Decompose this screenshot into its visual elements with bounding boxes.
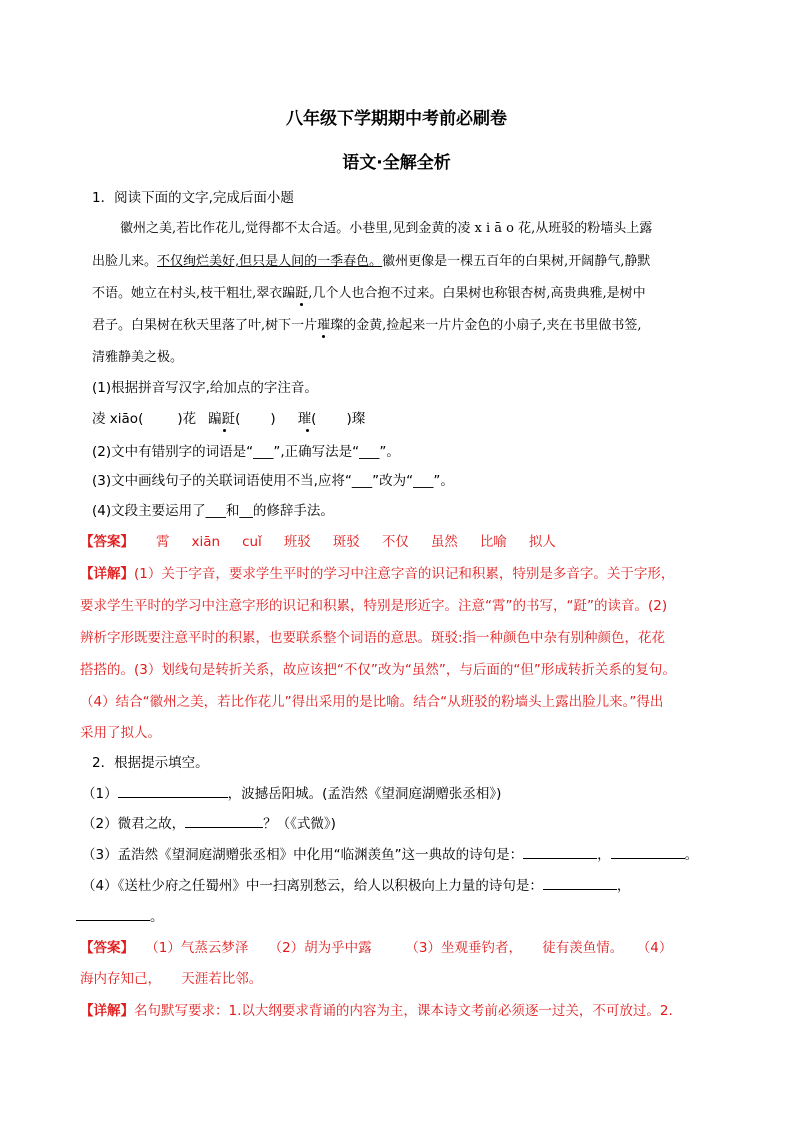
passage-text: 君子。白果树在秋天里落了叶,树下一片 [92, 318, 318, 333]
q2-item-1 [82, 782, 501, 802]
q1-sub4: (4)文段主要运用了___和__的修辞手法。 [92, 503, 334, 519]
answer-item: 虽然 [430, 534, 458, 550]
q1-detail-line-3: 辨析字形既要注意平时的积累，也要联系整个词语的意思。斑驳:指一种颜色中杂有别种颜色，花花 [80, 630, 666, 646]
q1-detail-line-4: 搭搭的。(3）划线句是转折关系，故应该把“不仅”改为“虽然”，与后面的“但”形成转折关系的复句。 [80, 662, 676, 678]
q1-sub2: (2)文中有错别字的词语是“___”,正确写法是“___”。 [92, 444, 400, 460]
document-subtitle: 语文·全解全析 [342, 153, 451, 173]
q1-detail-line-1 [80, 562, 674, 582]
passage-line-3 [92, 282, 646, 301]
item-number: （1） [82, 786, 118, 802]
item-text: （4）《送杜少府之任蜀州》中一扫离别愁云，给人以积极向上力量的诗句是： [82, 878, 543, 894]
item-text: ？（《式微》) [263, 816, 336, 832]
answer-blank[interactable] [118, 785, 228, 798]
q2-heading: 2．根据提示填空。 [92, 755, 209, 771]
pinyin-text: 璀( [297, 411, 317, 427]
q1-detail-line-2: 要求学生平时的学习中注意字形的识记和积累，特别是形近字。注意“霄”的书写，“跹”的读音。(2) [80, 598, 668, 614]
q2-answer-line-1 [80, 936, 672, 956]
answer-text: （1）气蒸云梦泽 （2）胡为乎中露 （3）坐观垂钓者， 徒有羡鱼情。 （4） [152, 940, 673, 956]
item-text: （3）孟浩然《望洞庭湖赠张丞相》中化用“临渊羡鱼”这一典故的诗句是： [82, 847, 524, 863]
q1-answer-row [80, 530, 578, 550]
q1-detail-line-6: 采用了拟人。 [80, 725, 161, 741]
answer-item: 班驳 [283, 534, 311, 550]
pinyin-text: )璨 [346, 411, 366, 427]
detail-label: 【详解】 [80, 1003, 134, 1019]
passage-line-1: 徽州之美,若比作花儿,觉得都不太合适。小巷里,见到金黄的凌 x i ā o 花,从班驳的粉墙头上露 [120, 221, 653, 236]
separator: ， [597, 847, 611, 863]
answer-label: 【答案】 [80, 534, 134, 550]
pinyin-text: ) [270, 411, 276, 427]
q1-detail-line-5: （4）结合“徽州之美，若比作花儿”得出采用的是比喻。结合“从班驳的粉墙头上露出脸儿来。”得出 [80, 694, 664, 710]
q1-heading: 1．阅读下面的文字,完成后面小题 [92, 190, 294, 206]
passage-line-4 [92, 314, 642, 333]
passage-text: 璨的金黄,捡起来一片片金色的小扇子,夹在书里做书签, [330, 318, 642, 333]
separator: ， [616, 878, 631, 894]
separator: 。 [150, 909, 164, 925]
answer-blank[interactable] [185, 815, 263, 828]
answer-item: xiān [191, 534, 221, 550]
q2-item-4-cont [76, 905, 164, 925]
q2-answer-line-2: 海内存知己， 天涯若比邻。 [80, 971, 263, 987]
answer-item: 比喻 [479, 534, 507, 550]
q1-sub1: (1)根据拼音写汉字,给加点的字注音。 [92, 380, 318, 396]
dotted-char: 跹 [295, 286, 309, 301]
q2-item-2 [82, 812, 336, 832]
detail-text: 名句默写要求：1.以大纲要求背诵的内容为主，课本诗文考前必须逐一过关，不可放过。2. [134, 1003, 673, 1019]
item-text: ，波撼岳阳城。(孟浩然《望洞庭湖赠张丞相》) [227, 786, 502, 802]
answer-blank[interactable] [76, 908, 150, 921]
passage-text: 出脸儿来。 [92, 254, 158, 269]
dotted-char: 璀 [317, 318, 331, 333]
pinyin-text: )花 [177, 411, 197, 427]
detail-label: 【详解】 [80, 566, 134, 582]
pinyin-text: 凌 xiāo( [92, 411, 144, 427]
answer-item: 斑驳 [332, 534, 360, 550]
passage-text: ,几个人也合抱不过来。白果树也称银杏树,高贵典雅,是树中 [308, 286, 646, 301]
passage-line-5: 清雅静美之极。 [92, 350, 184, 365]
document-title: 八年级下学期期中考前必刷卷 [286, 109, 507, 129]
answer-item: 拟人 [528, 534, 556, 550]
answer-item: 霄 [156, 534, 170, 550]
passage-line-2 [92, 250, 650, 269]
item-text: （2）微君之故， [82, 816, 186, 832]
answer-blank[interactable] [611, 846, 685, 859]
separator: 。 [684, 847, 699, 863]
answer-label: 【答案】 [80, 940, 134, 956]
answer-item: 不仅 [381, 534, 409, 550]
answer-blank[interactable] [543, 877, 617, 890]
q1-sub3: (3)文中画线句子的关联词语使用不当,应将“___”改为“___”。 [92, 473, 454, 489]
passage-text: 徽州更像是一棵五百年的白果树,开阔静气,静默 [382, 254, 651, 269]
answer-item: cuǐ [242, 534, 262, 550]
underlined-sentence: 不仅绚烂美好,但只是人间的一季春色。 [157, 254, 383, 269]
passage-text: 不语。她立在村头,枝干粗壮,翠衣蹁 [92, 286, 296, 301]
answer-blank[interactable] [523, 846, 597, 859]
detail-text: (1）关于字音，要求学生平时的学习中注意字音的识记和积累，特别是多音字。关于字形， [134, 566, 675, 582]
q2-item-4 [82, 874, 630, 894]
pinyin-text: 蹁跹( [208, 411, 241, 427]
q2-detail-line-1 [80, 999, 673, 1019]
q2-item-3 [82, 843, 698, 863]
q1-pinyin-row [92, 407, 365, 427]
